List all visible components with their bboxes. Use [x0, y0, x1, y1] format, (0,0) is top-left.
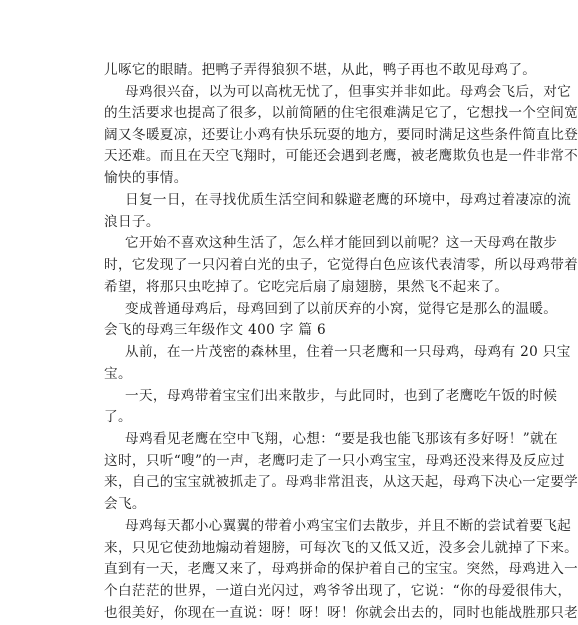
text-line: 会飞。 [104, 496, 146, 512]
text-line: 日复一日，在寻找优质生活空间和躲避老鹰的环境中，母鸡过着凄凉的流 [125, 192, 572, 208]
text-line: 来，只见它使劲地煽动着翅膀，可每次飞的又低又近，没多会儿就掉了下来。 [104, 540, 578, 556]
text-line: 从前，在一片茂密的森林里，住着一只老鹰和一只母鸡，母鸡有 20 只宝 [125, 344, 571, 360]
text-line: 儿啄它的眼睛。把鸭子弄得狼狈不堪，从此，鸭子再也不敢见母鸡了。 [104, 62, 537, 78]
text-line: 阔又冬暖夏凉，还要让小鸡有快乐玩耍的地方，要同时满足这些条件简直比登 [104, 127, 578, 143]
text-line: 直到有一天，老鹰又来了，母鸡拼命的保护着自己的宝宝。突然，母鸡进入一 [104, 561, 578, 577]
text-line: 变成普通母鸡后，母鸡回到了以前厌弃的小窝，觉得它是那么的温暖。 [125, 301, 558, 317]
text-line: 也很美好，你现在一直说：呀！呀！呀！你就会出去的，同时也能战胜那只老 [104, 605, 578, 621]
text-line: 时，它发现了一只闪着白光的虫子，它觉得白色应该代表清零，所以母鸡带着 [104, 257, 578, 273]
text-line: 母鸡很兴奋，以为可以高枕无忧了，但事实并非如此。母鸡会飞后，对它 [125, 84, 572, 100]
text-line: 它开始不喜欢这种生活了，怎么样才能回到以前呢？这一天母鸡在散步 [125, 235, 558, 251]
text-line: 宝。 [104, 366, 132, 382]
text-line: 浪日子。 [104, 214, 160, 230]
text-line: 这时，只听“嗖”的一声，老鹰叼走了一只小鸡宝宝，母鸡还没来得及反应过 [104, 453, 565, 469]
text-line: 一天，母鸡带着宝宝们出来散步，与此同时，也到了老鹰吃午饭的时候 [125, 388, 558, 404]
text-line: 母鸡每天都小心翼翼的带着小鸡宝宝们去散步，并且不断的尝试着要飞起 [125, 518, 572, 534]
text-line: 母鸡看见老鹰在空中飞翔，心想：“要是我也能飞那该有多好呀！”就在 [125, 431, 558, 447]
text-line: 了。 [104, 409, 132, 425]
text-line: 个白茫茫的世界，一道白光闪过，鸡爷爷出现了，它说：“你的母爱很伟大， [104, 583, 572, 599]
text-line: 愉快的事情。 [104, 170, 188, 186]
text-line: 的生活要求也提高了很多，以前简陋的住宅很难满足它了，它想找一个空间宽 [104, 105, 578, 121]
text-line: 来，自己的宝宝就被抓走了。母鸡非常沮丧，从这天起，母鸡下决心一定要学 [104, 474, 578, 490]
text-line: 天还难。而且在天空飞翔时，可能还会遇到老鹰，被老鹰欺负也是一件非常不 [104, 148, 578, 164]
heading-text: 会飞的母鸡三年级作文 400 字 篇 6 [104, 322, 327, 338]
text-line: 希望，将那只虫吃掉了。它吃完后扇了扇翅膀，果然飞不起来了。 [104, 279, 509, 295]
